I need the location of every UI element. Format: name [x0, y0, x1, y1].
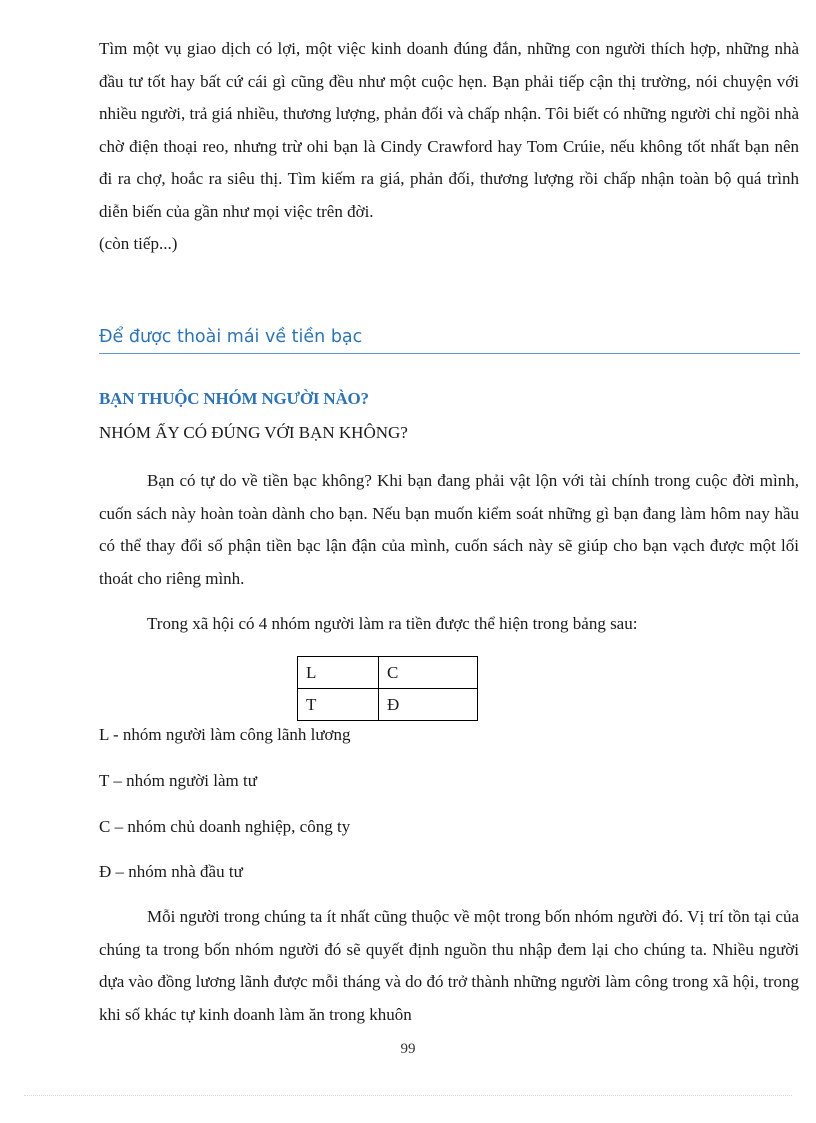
body-block-2: [99, 901, 799, 1031]
definition-item: L - nhóm người làm công lãnh lương: [99, 725, 351, 744]
table-cell: Đ: [379, 689, 478, 721]
table-cell: C: [379, 657, 478, 689]
body-block: [99, 465, 799, 595]
table-row: [298, 689, 478, 721]
section-title: Để được thoài mái về tiền bạc: [99, 327, 800, 354]
definition-item: C – nhóm chủ doanh nghiệp, công ty: [99, 817, 351, 836]
groups-table: [297, 656, 478, 721]
body-paragraph-2: Mỗi người trong chúng ta ít nhất cũng thuộc về một trong bốn nhóm người đó. Vị trí tồn tại của chúng ta trong bốn nhóm người đó sẽ quyết định nguồn thu nhập đem lại cho chúng ta. Nhiều người dựa vào đồng lương lãnh được mỗi tháng và do đó trở thành những người làm công trong xã hội, trong khi số khác tự kinh doanh làm ăn trong khuôn: [99, 907, 799, 1024]
table-cell: T: [298, 689, 379, 721]
continued-note: (còn tiếp...): [99, 234, 178, 253]
page-number: 99: [400, 1041, 416, 1057]
table-row: [298, 657, 478, 689]
intro-paragraph: Tìm một vụ giao dịch có lợi, một việc kinh doanh đúng đắn, những con người thích hợp, những nhà đầu tư tốt hay bất cứ cái gì cũng đều như một cuộc hẹn. Bạn phải tiếp cận thị trường, nói chuyện với nhiều người, trả giá nhiều, thương lượng, phản đối và chấp nhận. Tôi biết có những người chỉ ngồi nhà chờ điện thoại reo, nhưng trừ ohi bạn là Cindy Crawford hay Tom Crúie, nếu không tốt nhất bạn nên đi ra chợ, hoắc ra siêu thị. Tìm kiếm ra giá, phản đối, thương lượng rồi chấp nhận toàn bộ quá trình diễn biến của gần như mọi việc trên đời.: [99, 39, 799, 221]
intro-block: [99, 33, 799, 260]
definition-item: T – nhóm người làm tư: [99, 771, 257, 790]
definition-item: Đ – nhóm nhà đầu tư: [99, 862, 243, 881]
section-subheading: NHÓM ẤY CÓ ĐÚNG VỚI BẠN KHÔNG?: [99, 423, 408, 442]
table-intro: Trong xã hội có 4 nhóm người làm ra tiền được thể hiện trong bảng sau:: [147, 614, 638, 633]
section-heading: BẠN THUỘC NHÓM NGƯỜI NÀO?: [99, 389, 369, 408]
footer-divider: [24, 1095, 792, 1096]
table-cell: L: [298, 657, 379, 689]
body-paragraph-1: Bạn có tự do về tiền bạc không? Khi bạn đang phải vật lộn với tài chính trong cuộc đời mình, cuốn sách này hoàn toàn dành cho bạn. Nếu bạn muốn kiểm soát những gì bạn đang làm hôm nay hầu có thể thay đổi số phận tiền bạc lận đận của mình, cuốn sách này sẽ giúp cho bạn vạch được một lối thoát cho riêng mình.: [99, 471, 799, 588]
